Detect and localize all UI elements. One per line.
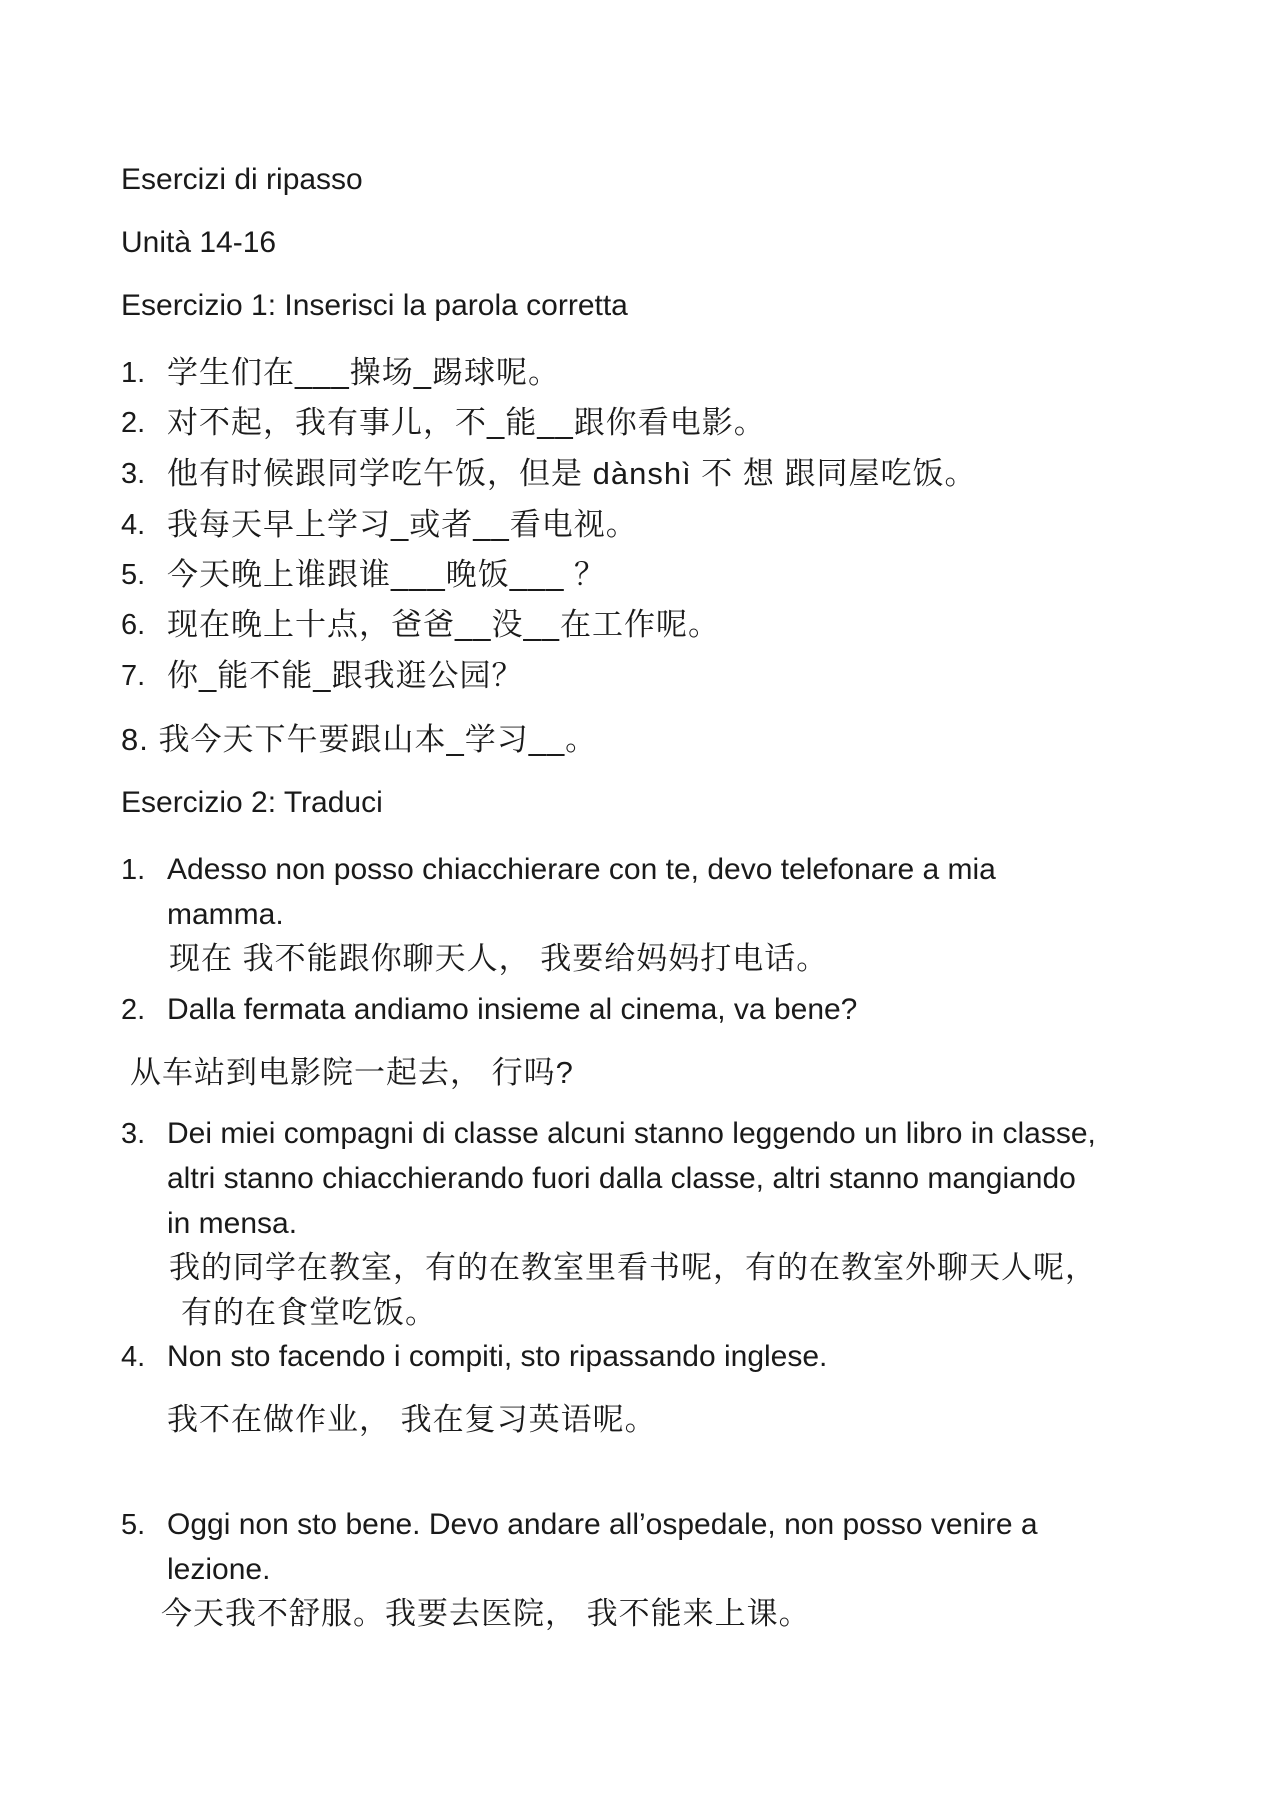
exercise1-item-1-number: 1. xyxy=(121,357,146,389)
exercise2-item-2-chinese-answer: 从车站到电影院一起去， 行吗? xyxy=(130,1055,574,1090)
exercise2-item-3-chinese-answer-line-2: 有的在食堂吃饭。 xyxy=(181,1295,437,1330)
exercise2-item-3-chinese-answer-line-1: 我的同学在教室，有的在教室里看书呢，有的在教室外聊天人呢， xyxy=(169,1250,1097,1285)
exercise2-item-1-italian-line-2: mamma. xyxy=(167,898,284,931)
exercise1-item-2-text: 对不起，我有事儿，不_能__跟你看电影。 xyxy=(167,405,766,440)
exercise2-item-5-number: 5. xyxy=(121,1509,146,1541)
exercise1-item-5-number: 5. xyxy=(121,559,146,591)
exercise2-item-3-italian-line-2: altri stanno chiacchierando fuori dalla classe, altri stanno mangiando xyxy=(167,1162,1076,1195)
exercise1-heading: Esercizio 1: Inserisci la parola corretta xyxy=(121,289,628,322)
exercise1-item-8-text: 8. 我今天下午要跟山本_学习__。 xyxy=(121,722,598,757)
exercise1-item-5-text: 今天晚上谁跟谁___晚饭___ ？ xyxy=(167,557,607,592)
exercise1-item-7-text: 你_能不能_跟我逛公园？ xyxy=(167,658,524,693)
exercise2-item-3-number: 3. xyxy=(121,1118,146,1150)
exercise1-item-3-text: 他有时候跟同学吃午饭，但是 dànshì 不 想 跟同屋吃饭。 xyxy=(167,456,977,491)
exercise2-item-4-chinese-answer: 我不在做作业， 我在复习英语呢。 xyxy=(167,1402,657,1437)
exercise2-item-2-italian-line-1: Dalla fermata andiamo insieme al cinema, va bene? xyxy=(167,993,858,1026)
exercise2-item-2-number: 2. xyxy=(121,994,146,1026)
exercise2-heading: Esercizio 2: Traduci xyxy=(121,786,383,819)
exercise1-item-3-number: 3. xyxy=(121,458,146,490)
exercise1-item-6-text: 现在晚上十点，爸爸__没__在工作呢。 xyxy=(167,607,720,642)
exercise1-item-6-number: 6. xyxy=(121,609,146,641)
exercise2-item-5-italian-line-2: lezione. xyxy=(167,1553,271,1586)
exercise2-item-1-chinese-answer: 现在 我不能跟你聊天人， 我要给妈妈打电话。 xyxy=(169,941,829,976)
exercise1-item-1-text: 学生们在___操场_踢球呢。 xyxy=(167,355,560,390)
exercise2-item-3-italian-line-1: Dei miei compagni di classe alcuni stanno leggendo un libro in classe, xyxy=(167,1117,1096,1150)
exercise2-item-4-number: 4. xyxy=(121,1341,146,1373)
exercise1-item-4-number: 4. xyxy=(121,509,146,541)
units-subtitle: Unità 14-16 xyxy=(121,226,277,259)
exercise2-item-5-italian-line-1: Oggi non sto bene. Devo andare all’ospedale, non posso venire a xyxy=(167,1508,1038,1541)
exercise2-item-3-italian-line-3: in mensa. xyxy=(167,1207,298,1240)
exercise1-item-7-number: 7. xyxy=(121,660,146,692)
exercise2-item-1-italian-line-1: Adesso non posso chiacchierare con te, devo telefonare a mia xyxy=(167,853,996,886)
exercise2-item-4-italian-line-1: Non sto facendo i compiti, sto ripassando inglese. xyxy=(167,1340,828,1373)
exercise1-item-2-number: 2. xyxy=(121,407,146,439)
exercise2-item-5-chinese-answer: 今天我不舒服。我要去医院， 我不能来上课。 xyxy=(161,1596,811,1631)
exercise1-item-4-text: 我每天早上学习_或者__看电视。 xyxy=(167,507,638,542)
exercise2-item-1-number: 1. xyxy=(121,854,146,886)
document-title: Esercizi di ripasso xyxy=(121,163,363,196)
